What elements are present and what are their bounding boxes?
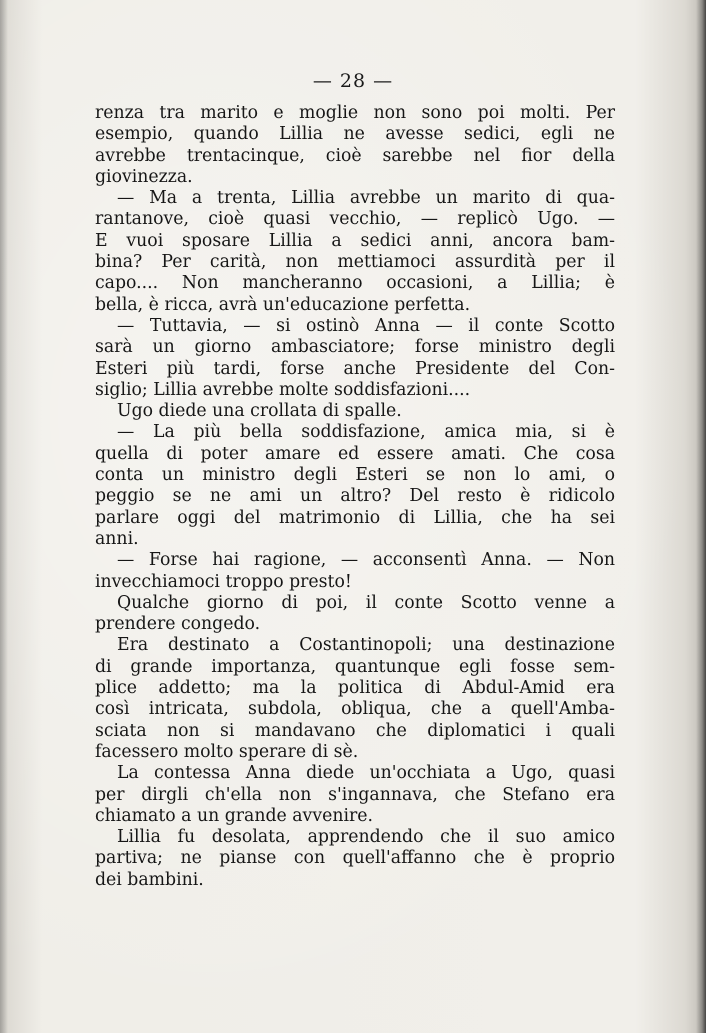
- text-line: plice addetto; ma la politica di Abdul-Amid era: [95, 678, 615, 699]
- text-line: E vuoi sposare Lillia a sedici anni, ancora bam-: [95, 230, 615, 251]
- text-line: rantanove, cioè quasi vecchio, — replicò Ugo. —: [95, 209, 615, 230]
- text-line: — Tuttavia, — si ostinò Anna — il conte Scotto: [117, 315, 615, 336]
- text-line: quella di poter amare ed essere amati. Che cosa: [95, 443, 615, 464]
- text-line: — Ma a trenta, Lillia avrebbe un marito di qua-: [117, 188, 615, 209]
- text-line: dei bambini.: [95, 869, 204, 890]
- text-line: Ugo diede una crollata di spalle.: [117, 401, 402, 422]
- text-line: prendere congedo.: [95, 614, 261, 635]
- text-line: parlare oggi del matrimonio di Lillia, che ha sei: [95, 507, 615, 528]
- text-line: Qualche giorno di poi, il conte Scotto venne a: [117, 592, 615, 613]
- body-text: [95, 103, 615, 891]
- text-line: renza tra marito e moglie non sono poi molti. Per: [95, 103, 615, 123]
- text-line: avrebbe trentacinque, cioè sarebbe nel fior della: [95, 145, 615, 166]
- text-line: Era destinato a Costantinopoli; una destinazione: [117, 635, 615, 656]
- text-line: — La più bella soddisfazione, amica mia, si è: [117, 422, 615, 443]
- text-line: partiva; ne pianse con quell'affanno che è proprio: [95, 848, 615, 869]
- text-line: per dirgli ch'ella non s'ingannava, che Stefano era: [95, 784, 615, 805]
- text-line: sciata non si mandavano che diplomatici i quali: [95, 720, 615, 741]
- text-line: invecchiamoci troppo presto!: [95, 571, 352, 592]
- text-line: anni.: [95, 528, 139, 549]
- text-line: sarà un giorno ambasciatore; forse ministro degli: [95, 337, 615, 358]
- page-binding-shadow: [0, 0, 8, 1033]
- text-line: esempio, quando Lillia ne avesse sedici, egli ne: [95, 124, 615, 145]
- page-edge-shadow: [696, 0, 706, 1033]
- text-line: capo.... Non mancheranno occasioni, a Lillia; è: [95, 273, 615, 294]
- text-line: giovinezza.: [95, 166, 193, 187]
- text-line: facessero molto sperare di sè.: [95, 741, 359, 762]
- text-line: bella, è ricca, avrà un'educazione perfetta.: [95, 294, 471, 315]
- text-line: peggio se ne ami un altro? Del resto è ridicolo: [95, 486, 615, 507]
- text-line: così intricata, subdola, obliqua, che a quell'Amba-: [95, 699, 615, 720]
- page-number: — 28 —: [312, 70, 394, 92]
- text-line: Esteri più tardi, forse anche Presidente del Con-: [95, 358, 615, 379]
- text-line: siglio; Lillia avrebbe molte soddisfazioni....: [95, 379, 471, 400]
- text-line: chiamato a un grande avvenire.: [95, 805, 373, 826]
- text-line: di grande importanza, quantunque egli fosse sem-: [95, 656, 615, 677]
- text-line: — Forse hai ragione, — acconsentì Anna. — Non: [117, 550, 615, 571]
- text-line: La contessa Anna diede un'occhiata a Ugo, quasi: [117, 763, 615, 784]
- text-line: Lillia fu desolata, apprendendo che il suo amico: [117, 827, 615, 848]
- text-line: bina? Per carità, non mettiamoci assurdità per il: [95, 252, 615, 273]
- text-line: conta un ministro degli Esteri se non lo ami, o: [95, 465, 615, 486]
